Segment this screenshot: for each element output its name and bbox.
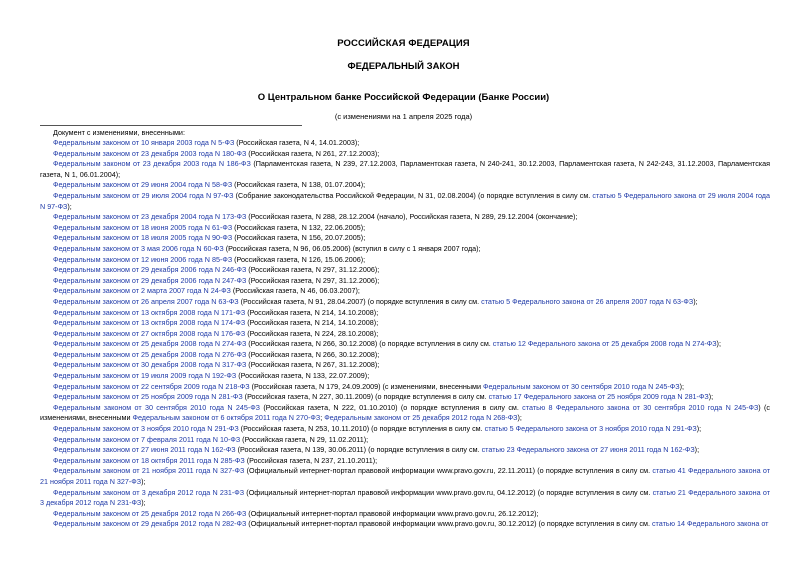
amendment-entry [40, 223, 770, 234]
law-link[interactable]: Федеральным законом от 23 декабря 2004 года N 173-ФЗ [53, 212, 247, 222]
amendment-entry [40, 509, 770, 520]
publication-text: ); [693, 296, 698, 306]
amendment-entry [40, 180, 770, 191]
law-link[interactable]: статью 5 Федерального закона от 26 апреля 2007 года N 63-ФЗ [481, 296, 694, 306]
law-link[interactable]: Федеральным законом от 25 ноября 2009 года N 281-ФЗ [53, 392, 243, 402]
publication-text: (Российская газета, N 132, 22.06.2005); [232, 222, 366, 232]
amendment-entry [40, 435, 770, 446]
law-link[interactable]: Федеральным законом от 13 октября 2008 года N 174-ФЗ [53, 318, 246, 328]
law-link[interactable]: Федеральным законом от 29 декабря 2012 года N 282-ФЗ [53, 519, 247, 529]
law-link[interactable]: Федеральным законом от 25 декабря 2012 года N 268-ФЗ [324, 413, 518, 423]
law-link[interactable]: Федеральным законом от 6 октября 2011 года N 270-ФЗ [132, 413, 321, 423]
law-link[interactable]: Федеральным законом от 25 декабря 2008 года N 274-ФЗ [53, 339, 247, 349]
country-heading: РОССИЙСКАЯ ФЕДЕРАЦИЯ [337, 38, 470, 49]
law-link[interactable]: Федеральным законом от 13 октября 2008 года N 171-ФЗ [53, 307, 246, 317]
law-link[interactable]: статью 5 Федерального закона от 3 ноября 2010 года N 291-ФЗ [484, 424, 697, 434]
law-link[interactable]: статью 5 Федерального закона от 29 июля 2004 года N 97-ФЗ [40, 190, 770, 211]
amendment-entry [40, 339, 770, 350]
amendment-entry [40, 276, 770, 287]
law-link[interactable]: статью 23 Федерального закона от 27 июня 2011 года N 162-ФЗ [481, 445, 695, 455]
publication-text: (Российская газета, N 29, 11.02.2011); [240, 434, 369, 444]
publication-text: (Российская газета, N 266, 30.12.2008); [246, 349, 380, 359]
publication-text: (Российская газета, N 266, 30.12.2008) (о порядке вступления в силу см. [246, 339, 493, 349]
publication-text: ); [694, 445, 700, 455]
publication-text: (Российская газета, N 156, 20.07.2005); [232, 233, 366, 243]
publication-text: (Российская газета, N 297, 31.12.2006); [246, 275, 380, 285]
publication-text: (Российская газета, N 139, 30.06.2011) (о порядке вступления в силу см. [235, 445, 482, 455]
law-link[interactable]: Федеральным законом от 30 сентября 2010 года N 245-ФЗ [483, 381, 680, 391]
law-link[interactable]: Федеральным законом от 23 декабря 2003 года N 180-ФЗ [53, 148, 247, 158]
publication-text: ) (с изменениями, внесенными [40, 402, 770, 423]
publication-text: ); [517, 413, 522, 423]
law-link[interactable]: Федеральным законом от 30 сентября 2010 года N 245-ФЗ [53, 402, 261, 412]
law-link[interactable]: Федеральным законом от 29 июля 2004 года N 97-ФЗ [53, 190, 234, 200]
publication-text: (Собрание законодательства Российской Федерации, N 31, 02.08.2004) (о порядке вступления в силу см. [233, 190, 593, 200]
amendment-entry [40, 191, 770, 212]
law-link[interactable]: статью 17 Федерального закона от 25 ноября 2009 года N 281-ФЗ [488, 392, 709, 402]
publication-text: ); [716, 339, 721, 349]
publication-text: ); [696, 424, 702, 434]
amendment-entry [40, 138, 770, 149]
publication-text: (Официальный интернет-портал правовой информации www.pravo.gov.ru, 30.12.2012) (о порядке вступления в силу см. [246, 519, 652, 529]
publication-text: (Российская газета, N 126, 15.06.2006); [232, 254, 366, 264]
law-link[interactable]: Федеральным законом от 23 декабря 2003 года N 186-ФЗ [53, 159, 251, 169]
amendments-list [40, 138, 770, 530]
amendment-entry [40, 255, 770, 266]
publication-text: (Официальный интернет-портал правовой информации www.pravo.gov.ru, 26.12.2012); [246, 508, 539, 518]
publication-text: ); [679, 381, 684, 391]
publication-text: (Парламентская газета, N 239, 27.12.2003, Парламентская газета, N 240-241, 30.12.2003, Парламентская газета, N 242-243, 31.12.2003, Парламентская газета, N 1, 06.01.2004); [40, 159, 770, 179]
publication-text: (Российская газета, N 253, 10.11.2010) (о порядке вступления в силу см. [238, 424, 485, 434]
law-link[interactable]: Федеральным законом от 26 апреля 2007 года N 63-ФЗ [53, 296, 239, 306]
amendment-entry [40, 519, 770, 530]
publication-text: (Российская газета, N 96, 06.05.2006) (вступил в силу с 1 января 2007 года); [223, 243, 481, 253]
amendment-entry [40, 159, 770, 180]
law-link[interactable]: статью 8 Федерального закона от 30 сентября 2010 года N 245-ФЗ [522, 402, 759, 412]
law-link[interactable]: Федеральным законом от 10 января 2003 года N 5-ФЗ [53, 138, 235, 147]
amendment-entry [40, 360, 770, 371]
law-link[interactable]: Федеральным законом от 21 ноября 2011 года N 327-ФЗ [53, 466, 245, 476]
document-title: О Центральном банке Российской Федерации (Банке России) [257, 92, 550, 103]
amendment-entry [40, 212, 770, 223]
amendment-entry [40, 371, 770, 382]
publication-text: (Российская газета, N 179, 24.09.2009) (с изменениями, внесенными [249, 381, 483, 391]
publication-text: (Официальный интернет-портал правовой информации www.pravo.gov.ru, 04.12.2012) (о порядке вступления в силу см. [244, 487, 653, 497]
publication-text: (Российская газета, N 138, 01.07.2004); [232, 180, 366, 190]
law-link[interactable]: Федеральным законом от 29 декабря 2006 года N 247-ФЗ [53, 275, 247, 285]
publication-text: ; [320, 413, 325, 423]
law-link[interactable]: Федеральным законом от 18 июля 2005 года N 90-ФЗ [53, 233, 233, 243]
publication-text: (Российская газета, N 224, 28.10.2008); [245, 328, 379, 338]
publication-text: ); [141, 498, 146, 508]
law-link[interactable]: Федеральным законом от 12 июня 2006 года N 85-ФЗ [53, 254, 233, 264]
amendment-entry [40, 286, 770, 297]
publication-text: ); [708, 392, 714, 402]
publication-text: (Российская газета, N 237, 21.10.2011); [244, 455, 378, 465]
publication-text: (Российская газета, N 91, 28.04.2007) (о порядке вступления в силу см. [238, 296, 482, 306]
publication-text: ); [141, 477, 146, 486]
amendment-entry [40, 488, 770, 509]
publication-text: (Российская газета, N 214, 14.10.2008); [245, 318, 379, 328]
law-link[interactable]: Федеральным законом от 22 сентября 2009 года N 218-ФЗ [53, 381, 250, 391]
publication-text: (Российская газета, N 4, 14.01.2003); [234, 138, 360, 147]
publication-text: (Российская газета, N 133, 22.07.2009); [236, 371, 370, 381]
amendment-entry [40, 382, 770, 393]
law-link[interactable]: Федеральным законом от 2 марта 2007 года N 24-ФЗ [53, 286, 231, 296]
publication-text: (Российская газета, N 227, 30.11.2009) (о порядке вступления в силу см. [242, 392, 489, 402]
law-link[interactable]: Федеральным законом от 19 июля 2009 года N 192-ФЗ [53, 371, 237, 381]
law-link[interactable]: Федеральным законом от 18 октября 2011 года N 285-ФЗ [53, 455, 245, 465]
amendment-entry [40, 403, 770, 424]
law-link[interactable]: Федеральным законом от 3 ноября 2010 года N 291-ФЗ [53, 424, 239, 434]
amendment-entry [40, 424, 770, 435]
amendment-entry [40, 392, 770, 403]
publication-text: (Российская газета, N 214, 14.10.2008); [245, 307, 379, 317]
law-link[interactable]: Федеральным законом от 25 декабря 2012 года N 266-ФЗ [53, 508, 247, 518]
amendment-entry [40, 308, 770, 319]
publication-text: (Российская газета, N 46, 06.03.2007); [230, 286, 360, 296]
law-link[interactable]: Федеральным законом от 27 июня 2011 года N 162-ФЗ [53, 445, 236, 455]
law-link[interactable]: статью 41 Федерального закона от 21 ноября 2011 года N 327-ФЗ [40, 466, 770, 486]
amendment-entry [40, 297, 770, 308]
amendment-entry [40, 265, 770, 276]
header-divider [40, 125, 302, 126]
publication-text: (Российская газета, N 297, 31.12.2006); [246, 265, 380, 275]
law-type-heading: ФЕДЕРАЛЬНЫЙ ЗАКОН [347, 61, 460, 72]
law-link[interactable]: Федеральным законом от 29 июня 2004 года N 58-ФЗ [53, 180, 233, 190]
document-subtitle: (с изменениями на 1 апреля 2025 года) [334, 112, 473, 121]
publication-text: (Российская газета, N 261, 27.12.2003); [246, 148, 380, 158]
law-link[interactable]: Федеральным законом от 18 июня 2005 года N 61-ФЗ [53, 222, 233, 232]
law-link[interactable]: Федеральным законом от 3 декабря 2012 года N 231-ФЗ [53, 487, 245, 497]
publication-text: (Официальный интернет-портал правовой информации www.pravo.gov.ru, 22.11.2011) (о порядке вступления в силу см. [244, 466, 653, 476]
publication-text: (Российская газета, N 222, 01.10.2010) (о порядке вступления в силу см. [260, 402, 523, 412]
amendment-entry [40, 329, 770, 340]
law-link[interactable]: Федеральным законом от 27 октября 2008 года N 176-ФЗ [53, 328, 246, 338]
law-link[interactable]: Федеральным законом от 29 декабря 2006 года N 246-ФЗ [53, 265, 247, 275]
publication-text: ); [67, 201, 72, 211]
amendment-entry [40, 233, 770, 244]
amendment-entry [40, 350, 770, 361]
law-link[interactable]: статью 14 Федерального закона от [651, 519, 769, 529]
amendment-entry [40, 445, 770, 456]
law-link[interactable]: Федеральным законом от 25 декабря 2008 года N 276-ФЗ [53, 349, 247, 359]
amendment-entry [40, 149, 770, 160]
amendment-entry [40, 244, 770, 255]
amendments-intro: Документ с изменениями, внесенными: [53, 128, 185, 137]
law-link[interactable]: статью 21 Федерального закона от 3 декабря 2012 года N 231-ФЗ [40, 487, 770, 508]
publication-text: (Российская газета, N 267, 31.12.2008); [246, 360, 380, 370]
publication-text: (Российская газета, N 288, 28.12.2004 (начало), Российская газета, N 289, 29.12.2004 (окончание); [246, 212, 578, 222]
law-link[interactable]: Федеральным законом от 7 февраля 2011 года N 10-ФЗ [53, 434, 241, 444]
law-link[interactable]: статью 12 Федерального закона от 25 декабря 2008 года N 274-ФЗ [492, 339, 717, 349]
amendment-entry [40, 456, 770, 467]
amendment-entry [40, 466, 770, 487]
law-link[interactable]: Федеральным законом от 30 декабря 2008 года N 317-ФЗ [53, 360, 247, 370]
amendment-entry [40, 318, 770, 329]
law-link[interactable]: Федеральным законом от 3 мая 2006 года N 60-ФЗ [53, 243, 224, 253]
